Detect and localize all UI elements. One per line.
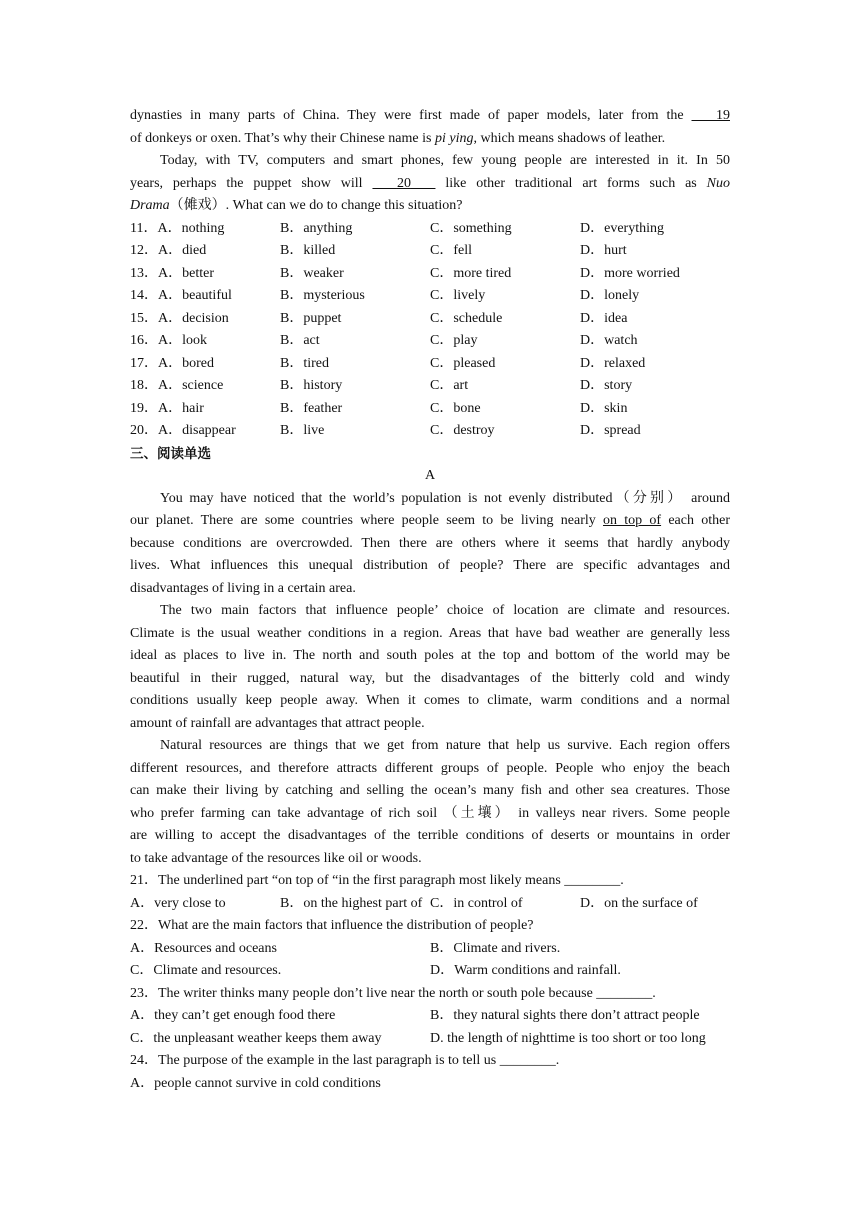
question-22 [130,915,730,983]
answer-option[interactable]: A．very close to [130,895,226,911]
option-row: 19．A．hair B．feather C．bone D．skin [130,400,628,416]
passage-line: years, perhaps the puppet show will 20 like other traditional art forms such as Nuo [130,173,730,196]
underlined-phrase: on top of [603,513,662,528]
answer-options [130,1005,730,1028]
option-row: 18．A．science B．history C．art D．story [130,378,633,393]
answer-options [130,960,730,983]
cloze-options [130,218,730,443]
blank-20: 20 [396,175,411,191]
passage-label: A [424,468,436,483]
passage-line: Today, with TV, computers and smart phones, few young people are interested in it. In 50 [160,153,730,168]
answer-option[interactable]: D．Warm conditions and rainfall. [430,963,621,978]
blank-19: 19 [716,108,730,123]
answer-option[interactable]: A．they can’t get enough food there [130,1008,336,1023]
passage-line: dynasties in many parts of China. They were first made of paper models, later from the 19 [130,105,730,128]
option-row: 16．A．look B．act C．play D．watch [130,333,638,348]
question-24 [130,1050,730,1095]
option-row: 20．A．disappear B．live C．destroy D．spread [130,423,641,438]
option-row: 12．A．died B．killed C．fell D．hurt [130,243,627,258]
answer-option[interactable]: B．they natural sights there don’t attract people [430,1008,700,1023]
passage-line: Drama（傩戏）. What can we do to change this situation? [130,198,463,213]
answer-option[interactable]: B．on the highest part of [280,895,423,911]
question-stem: 23．The writer thinks many people don’t live near the north or south pole because ________. [130,985,656,1001]
answer-options [130,893,730,916]
question-stem: 22．What are the main factors that influence the distribution of people? [130,918,534,933]
paragraph-3: Natural resources are things that we get from nature that help us survive. Each region offers different resources, and therefore attracts different groups of people. People who enjoy the beach can make their living by catching and selling the ocean’s many fish and other sea creatures. Those who prefer farming can take advantage of rich soil （土壤） in valleys near rivers. Some people are willing to accept the disadvantages of the terrible conditions of deserts or mountains in order to take advantage of the resources like oil or woods. [130,738,730,866]
answer-option[interactable]: C．in control of [430,895,523,911]
option-row: 11．A．nothing B．anything C．something D．everything [130,220,664,236]
question-21 [130,870,730,915]
option-row: 13．A．better B．weaker C．more tired D．more worried [130,265,680,281]
option-row: 14．A．beautiful B．mysterious C．lively D．lonely [130,288,640,303]
question-23 [130,983,730,1051]
paragraph-1: You may have noticed that the world’s population is not evenly distributed（分别） around our planet. There are some countries where people seem to be living nearly on top of each other because conditions are overcrowded. Then there are others where it seems that hardly anybody lives. What influences this unequal distribution of people? There are specific advantages and disadvantages of living in a certain area. [130,490,730,596]
answer-options [130,1028,730,1051]
paragraph-2: The two main factors that influence people’ choice of location are climate and resources. Climate is the usual weather conditions in a region. Areas that have bad weather are generally less ideal as places to live in. The north and south poles at the top and bottom of the world may be beautiful in their rugged, natural way, but the disadvantages of the bitterly cold and windy conditions usually keep people away. When it comes to climate, warm conditions and a normal amount of rainfall are advantages that attract people. [130,603,730,731]
answer-option[interactable]: A．people cannot survive in cold conditions [130,1075,381,1091]
question-stem: 21．The underlined part “on top of “in the first paragraph most likely means ________. [130,873,624,888]
answer-option[interactable]: B．Climate and rivers. [430,940,561,956]
answer-option[interactable]: C．the unpleasant weather keeps them away [130,1030,382,1046]
question-stem: 24．The purpose of the example in the last paragraph is to tell us ________. [130,1053,560,1068]
exam-page [130,105,730,1095]
answer-option[interactable]: D．on the surface of [580,895,698,911]
option-row: 17．A．bored B．tired C．pleased D．relaxed [130,355,646,371]
answer-option[interactable]: C．Climate and resources. [130,963,282,978]
answer-option[interactable]: A．Resources and oceans [130,940,277,956]
section-title: 三、阅读单选 [130,445,211,462]
answer-option[interactable]: D. the length of nighttime is too short or too long [430,1030,706,1046]
answer-options [130,938,730,961]
passage-line: of donkeys or oxen. That’s why their Chinese name is pi ying, which means shadows of leather. [130,130,666,146]
option-row: 15．A．decision B．puppet C．schedule D．idea [130,310,628,326]
